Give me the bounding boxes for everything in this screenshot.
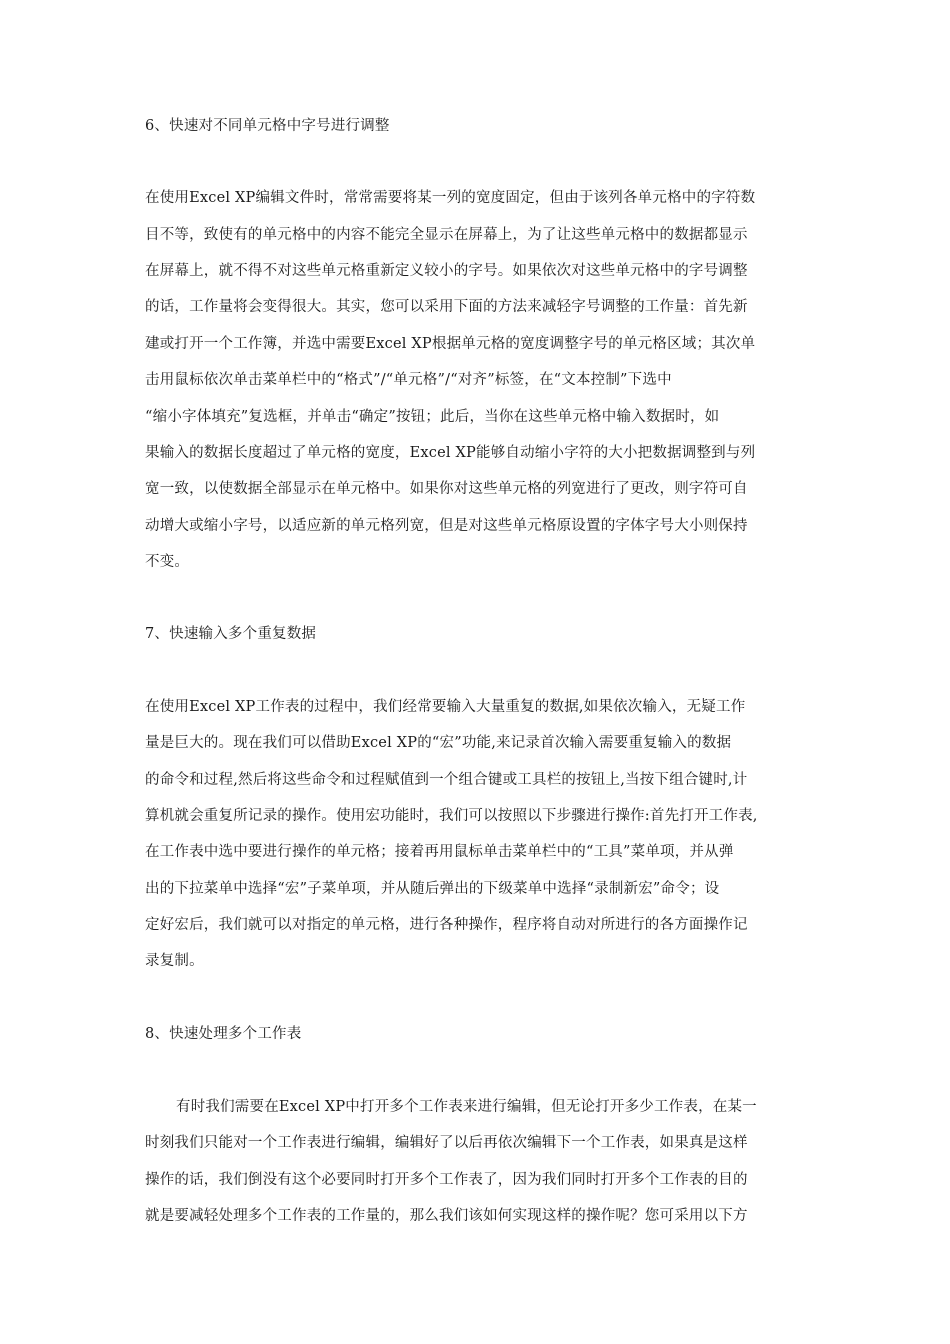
paragraph-line: 就是要减轻处理多个工作表的工作量的，那么我们该如何实现这样的操作呢？您可采用以下方: [145, 1208, 748, 1224]
paragraph-line: 在使用Excel XP工作表的过程中，我们经常要输入大量重复的数据,如果依次输入，无疑工作: [145, 699, 746, 715]
paragraph-line: 动增大或缩小字号，以适应新的单元格列宽，但是对这些单元格原设置的字体字号大小则保持: [145, 518, 748, 534]
paragraph-line: 时刻我们只能对一个工作表进行编辑，编辑好了以后再依次编辑下一个工作表，如果真是这样: [145, 1135, 748, 1151]
paragraph-line: 不变。: [145, 554, 190, 570]
paragraph-line: 果输入的数据长度超过了单元格的宽度，Excel XP能够自动缩小字符的大小把数据调整到与列: [145, 445, 756, 461]
section-heading-7: 7、快速输入多个重复数据: [145, 626, 317, 642]
paragraph-line: 目不等，致使有的单元格中的内容不能完全显示在屏幕上，为了让这些单元格中的数据都显示: [145, 227, 748, 243]
paragraph-line: 在工作表中选中要进行操作的单元格；接着再用鼠标单击菜单栏中的“工具”菜单项，并从弹: [145, 844, 734, 860]
paragraph-line: 击用鼠标依次单击菜单栏中的“格式”/“单元格”/“对齐”标签，在“文本控制”下选中: [145, 372, 672, 388]
paragraph-line: “缩小字体填充”复选框，并单击“确定”按钮；此后，当你在这些单元格中输入数据时，如: [145, 409, 720, 425]
paragraph-line: 操作的话，我们倒没有这个必要同时打开多个工作表了，因为我们同时打开多个工作表的目的: [145, 1172, 748, 1188]
paragraph-line: 算机就会重复所记录的操作。使用宏功能时，我们可以按照以下步骤进行操作:首先打开工作表,: [145, 808, 758, 824]
paragraph-line: 在屏幕上，就不得不对这些单元格重新定义较小的字号。如果依次对这些单元格中的字号调整: [145, 263, 748, 279]
paragraph-line: 的话，工作量将会变得很大。其实，您可以采用下面的方法来减轻字号调整的工作量：首先新: [145, 299, 748, 315]
paragraph-line: 的命令和过程,然后将这些命令和过程赋值到一个组合键或工具栏的按钮上,当按下组合键时,计: [145, 772, 748, 788]
paragraph-line: 在使用Excel XP编辑文件时，常常需要将某一列的宽度固定，但由于该列各单元格中的字符数: [145, 190, 756, 206]
section-heading-8: 8、快速处理多个工作表: [145, 1026, 302, 1042]
paragraph-line: 录复制。: [145, 953, 204, 969]
paragraph-line: 量是巨大的。现在我们可以借助Excel XP的“宏”功能,来记录首次输入需要重复输入的数据: [145, 735, 732, 751]
paragraph-line: 定好宏后，我们就可以对指定的单元格，进行各种操作，程序将自动对所进行的各方面操作记: [145, 917, 748, 933]
paragraph-line: 有时我们需要在Excel XP中打开多个工作表来进行编辑，但无论打开多少工作表，在某一: [176, 1099, 757, 1115]
paragraph-line: 建或打开一个工作簿，并选中需要Excel XP根据单元格的宽度调整字号的单元格区域；其次单: [145, 336, 756, 352]
paragraph-line: 出的下拉菜单中选择“宏”子菜单项，并从随后弹出的下级菜单中选择“录制新宏”命令；设: [145, 881, 720, 897]
section-heading-6: 6、快速对不同单元格中字号进行调整: [145, 118, 390, 134]
paragraph-line: 宽一致，以使数据全部显示在单元格中。如果你对这些单元格的列宽进行了更改，则字符可自: [145, 481, 748, 497]
